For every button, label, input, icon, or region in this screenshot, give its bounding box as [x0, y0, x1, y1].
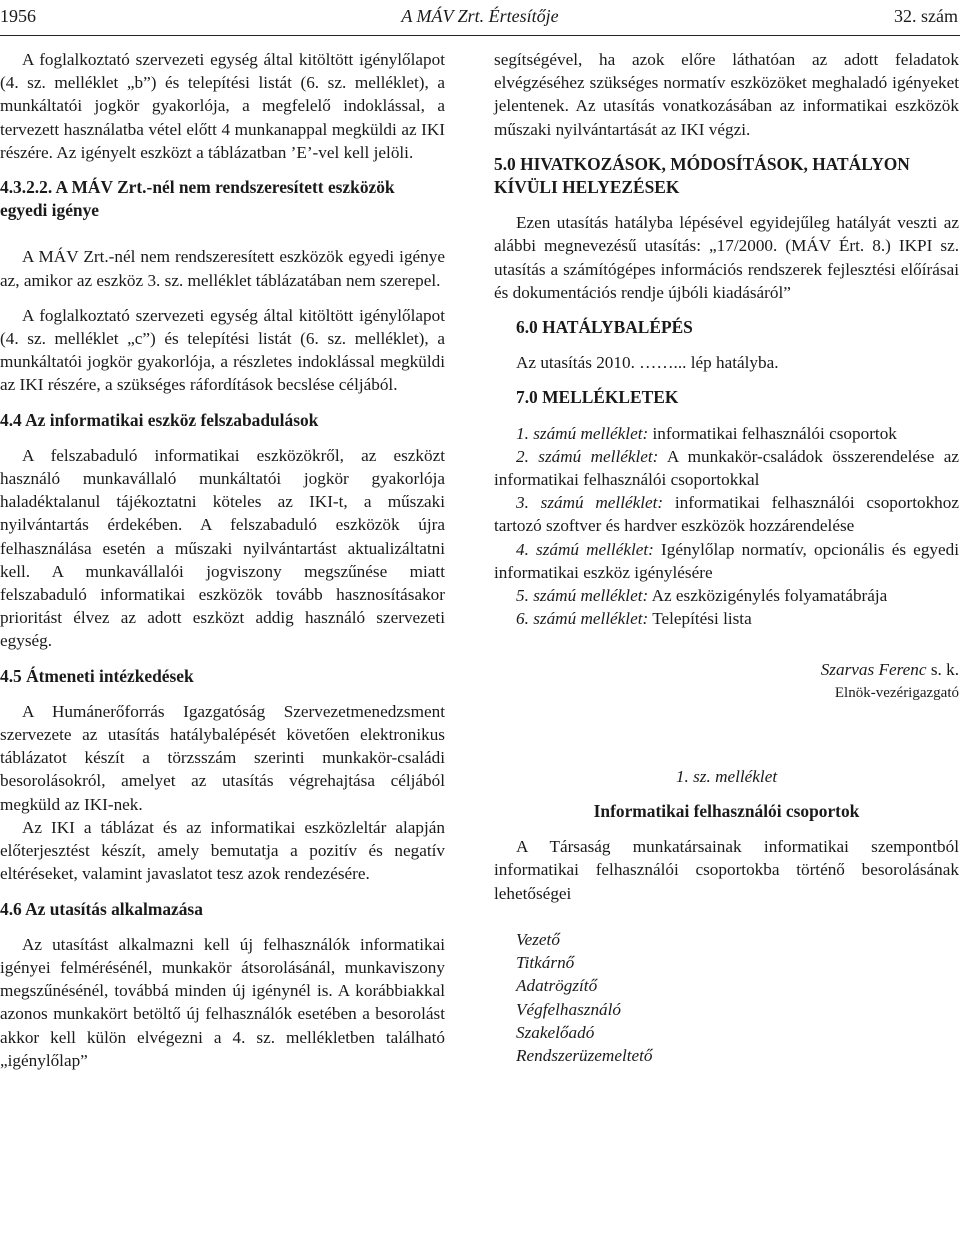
left-column: [0, 48, 445, 1072]
paragraph: A Humánerőforrás Igazgatóság Szervezetmenedzsment szervezete az utasítás hatálybalépését követően elektronikus táblázatot készít a törzsszám szerinti munkakör-családi besorolásokról, amelyet az utasítás végrehajtása céljából megküld az IKI-nek.: [0, 701, 445, 814]
annex-list: [494, 422, 959, 631]
section-heading-5-0: 5.0 HIVATKOZÁSOK, MÓDOSÍTÁSOK, HATÁLYON KÍVÜLI HELYEZÉSEK: [494, 153, 910, 198]
paragraph: A Társaság munkatársainak informatikai szempontból informatikai felhasználói csoportokba történő besorolásának lehetőségei: [494, 837, 959, 903]
role-list: [494, 928, 959, 1067]
paragraph: segítségével, ha azok előre láthatóan az adott feladatok elvégzéséhez szükséges normatív eszközöket meghaladó igényeket jelentenek. Az utasítás vonatkozásában az informatikai eszközök műszaki nyilvántartását az IKI végzi.: [494, 50, 959, 139]
paragraph: Az utasítás 2010. ……... lép hatályba.: [516, 353, 779, 373]
section-heading-6-0: 6.0 HATÁLYBALÉPÉS: [516, 317, 693, 338]
role-item: Szakelőadó: [516, 1022, 595, 1042]
section-heading-4-4: 4.4 Az informatikai eszköz felszabadulások: [0, 409, 319, 430]
page-number: 1956: [0, 6, 36, 26]
section-heading-4-3-2-2: 4.3.2.2. A MÁV Zrt.-nél nem rendszeresített eszközök egyedi igénye: [0, 177, 395, 221]
section-heading-4-6: 4.6 Az utasítás alkalmazása: [0, 898, 203, 919]
paragraph: Az IKI a táblázat és az informatikai eszközleltár alapján előterjesztést készít, amely bemutatja a pozitív és negatív eltéréseket, valamint javaslatot tesz azok rendezésére.: [0, 817, 445, 884]
header-divider: [0, 35, 960, 36]
annex-title: Informatikai felhasználói csoportok: [593, 801, 860, 822]
paragraph: Az utasítást alkalmazni kell új felhasználók informatikai igényei felmérésénél, munkakör átsorolásánál, munkaviszony megszűnésénél, továbbá minden új igénynél is. A korábbiakkal azonos munkakört betöltő új felhasználók esetében a besorolást akkor kell külön elvégezni a 4. sz. mellékletben található „igénylőlap”: [0, 934, 445, 1070]
signer-title: Elnök-vezérigazgató: [834, 684, 959, 701]
section-heading-7-0: 7.0 MELLÉKLETEK: [516, 387, 679, 408]
signer-suffix: s. k.: [926, 660, 959, 680]
annex-item: 6. számú melléklet: Telepítési lista: [516, 609, 752, 629]
paragraph: Ezen utasítás hatályba lépésével egyidejűleg hatályát veszti az alábbi megnevezésű utasítás: „17/2000. (MÁV Ért. 8.) IKPI sz. utasítás a számítógépes információs rendszerek fejlesztési előírásai és dokumentációs rendje újbóli kiadásáról”: [494, 213, 959, 302]
annex-item: 4. számú melléklet: Igénylőlap normatív, opcionális és egyedi informatikai eszköz igénylésére: [494, 539, 959, 582]
paragraph: A MÁV Zrt.-nél nem rendszeresített eszközök egyedi igénye az, amikor az eszköz 3. sz. melléklet táblázatában nem szerepel.: [0, 247, 445, 290]
paragraph: A felszabaduló informatikai eszközökről, az eszközt használó munkavállaló munkáltatói jogkör gyakorlója haladéktalanul tájékoztatni köteles az IKI-t, a műszaki nyilvántartás érdekében. A felszabaduló eszközök újra felhasználása esetén a műszaki nyilvántartást aktualizáltatni kell. A munkavállalói jogviszony megszűnése miatt felszabaduló informatikai eszközök tovább hasznosításakor prioritást élvez az adott eszközt addig használó szervezeti egység.: [0, 445, 445, 651]
annex-item: 3. számú melléklet: informatikai felhasználói csoportokhoz tartozó szoftver és hardver eszközök hozzárendelése: [494, 493, 959, 536]
paragraph: A foglalkoztató szervezeti egység által kitöltött igénylőlapot (4. sz. melléklet „c”) és telepítési listát (6. sz. melléklet), a munkáltatói jogkör gyakorlója, a részletes indoklással megküldi az IKI részére, a szükséges ráfordítások becslése céljából.: [0, 305, 445, 395]
annex-item: 5. számú melléklet: Az eszközigénylés folyamatábrája: [516, 586, 888, 606]
annex-item: 2. számú melléklet: A munkakör-családok összerendelése az informatikai felhasználói csoportokkal: [494, 446, 960, 490]
journal-title: A MÁV Zrt. Értesítője: [401, 6, 559, 26]
signer-name: Szarvas Ferenc: [820, 660, 927, 680]
annex-label: 1. sz. melléklet: [675, 766, 778, 786]
role-item: Vezető: [516, 929, 560, 949]
annex-item: 1. számú melléklet: informatikai felhasználói csoportok: [516, 423, 897, 443]
section-heading-4-5: 4.5 Átmeneti intézkedések: [0, 665, 194, 686]
issue-number: 32. szám: [894, 6, 958, 26]
paragraph: A foglalkoztató szervezeti egység által kitöltött igénylőlapot (4. sz. melléklet „b”) és telepítési listát (6. sz. melléklet), a munkáltatói jogkör gyakorlója, a megfelelő indoklással, a tervezett használatba vétel előtt 4 munkanappal megküldi az IKI részére. Az igényelt eszközt a táblázatban ’E’-vel kell jelöli.: [0, 50, 445, 162]
role-item: Adatrögzítő: [516, 976, 598, 996]
role-item: Titkárnő: [516, 953, 575, 973]
right-column: [494, 48, 959, 1067]
page-header: [0, 4, 960, 30]
role-item: Végfelhasználó: [516, 999, 622, 1019]
role-item: Rendszerüzemeltető: [516, 1045, 653, 1065]
signature: [494, 658, 959, 681]
